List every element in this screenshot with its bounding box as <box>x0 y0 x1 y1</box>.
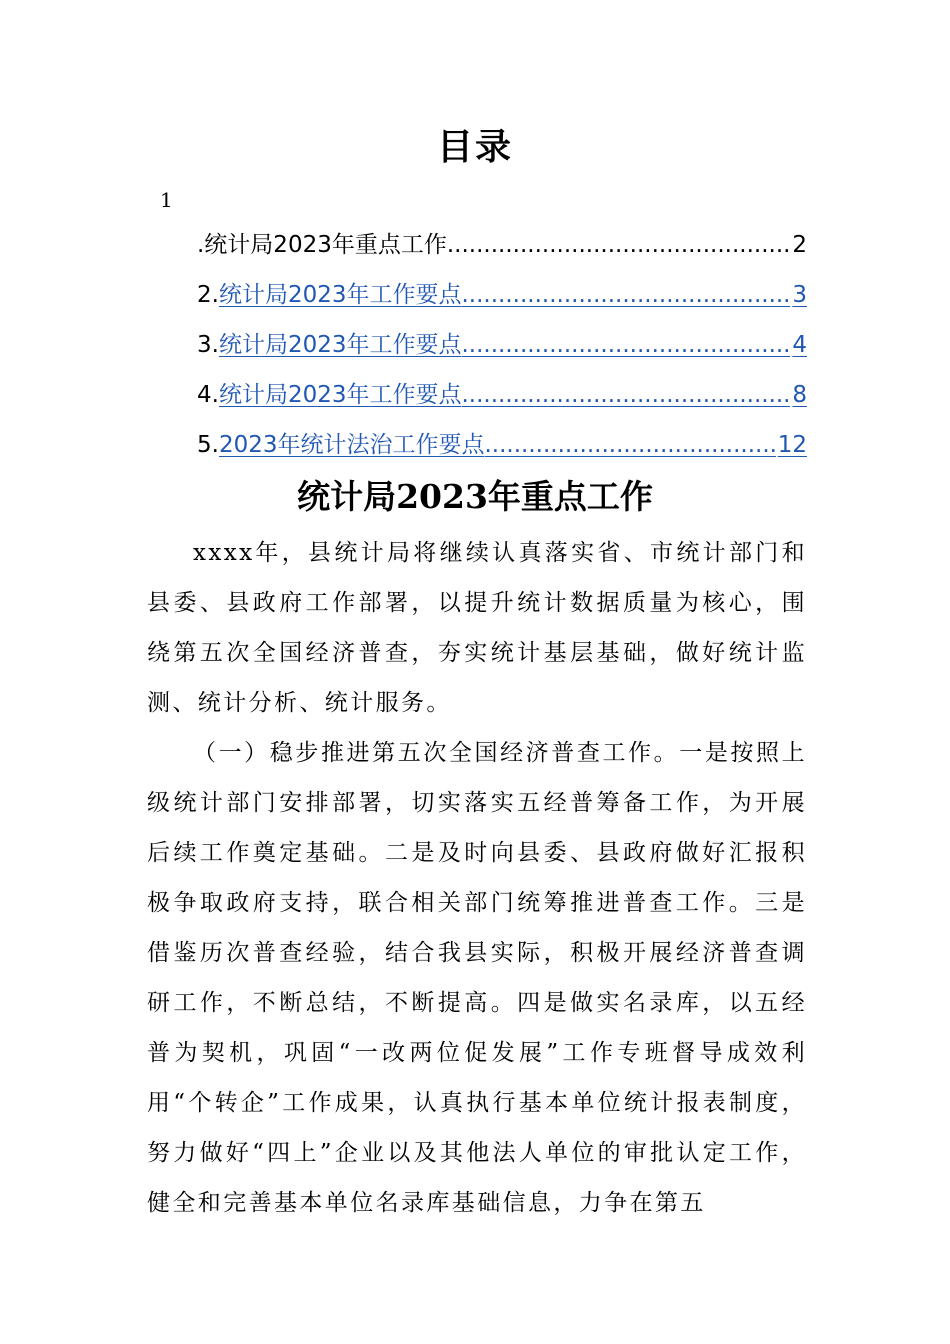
document-title: 统计局2023年重点工作 <box>297 477 653 516</box>
toc-entry-1[interactable] <box>197 226 807 276</box>
toc-entry-page[interactable]: 3 <box>792 282 807 308</box>
toc-entry-link[interactable]: 2023年统计法治工作要点 <box>218 432 485 458</box>
toc-entry-5[interactable] <box>197 426 807 476</box>
toc-entry-number: 3. <box>197 332 219 358</box>
toc-entry-number: 2. <box>197 282 219 308</box>
toc-entry-number: 4. <box>197 382 219 408</box>
toc-entry-link[interactable]: 统计局2023年工作要点 <box>218 332 462 358</box>
toc-leader-dots[interactable] <box>462 382 791 408</box>
toc-title: 目录 <box>436 126 513 168</box>
toc-entry-4[interactable] <box>197 376 807 426</box>
toc-entry-page[interactable]: 12 <box>777 432 807 458</box>
toc-entry-2[interactable] <box>197 276 807 326</box>
body-paragraph: xxxx年，县统计局将继续认真落实省、市统计部门和县委、县政府工作部署，以提升统计数据质量为核心，围绕第五次全国经济普查，夯实统计基层基础，做好统计监测、统计分析、统计服务。 <box>147 540 807 716</box>
toc-leader-dots[interactable] <box>485 432 776 458</box>
toc-entry-3[interactable] <box>197 326 807 376</box>
toc-entry-page[interactable]: 8 <box>792 382 807 408</box>
toc-index-marker: 1 <box>160 188 173 212</box>
toc-leader-dots[interactable] <box>462 332 791 358</box>
body-paragraph: （一）稳步推进第五次全国经济普查工作。一是按照上级统计部门安排部署，切实落实五经普筹备工作，为开展后续工作奠定基础。二是及时向县委、县政府做好汇报积极争取政府支持，联合相关部门统筹推进普查工作。三是借鉴历次普查经验，结合我县实际，积极开展经济普查调研工作，不断总结，不断提高。四是做实名录库，以五经普为契机，巩固“一改两位促发展”工作专班督导成效利用“个转企”工作成果，认真执行基本单位统计报表制度，努力做好“四上”企业以及其他法人单位的审批认定工作，健全和完善基本单位名录库基础信息，力争在第五 <box>147 740 807 1216</box>
toc-leader-dots <box>447 232 791 258</box>
toc-list <box>197 226 807 476</box>
toc-entry-number: 5. <box>197 432 219 458</box>
toc-leader-dots[interactable] <box>462 282 791 308</box>
toc-entry-page[interactable]: 4 <box>792 332 807 358</box>
toc-entry-link[interactable]: 统计局2023年工作要点 <box>218 382 462 408</box>
toc-entry-link[interactable]: 统计局2023年工作要点 <box>218 282 462 308</box>
toc-entry-label: .统计局2023年重点工作 <box>197 232 447 258</box>
document-body <box>147 528 807 1228</box>
toc-entry-page: 2 <box>792 232 807 258</box>
